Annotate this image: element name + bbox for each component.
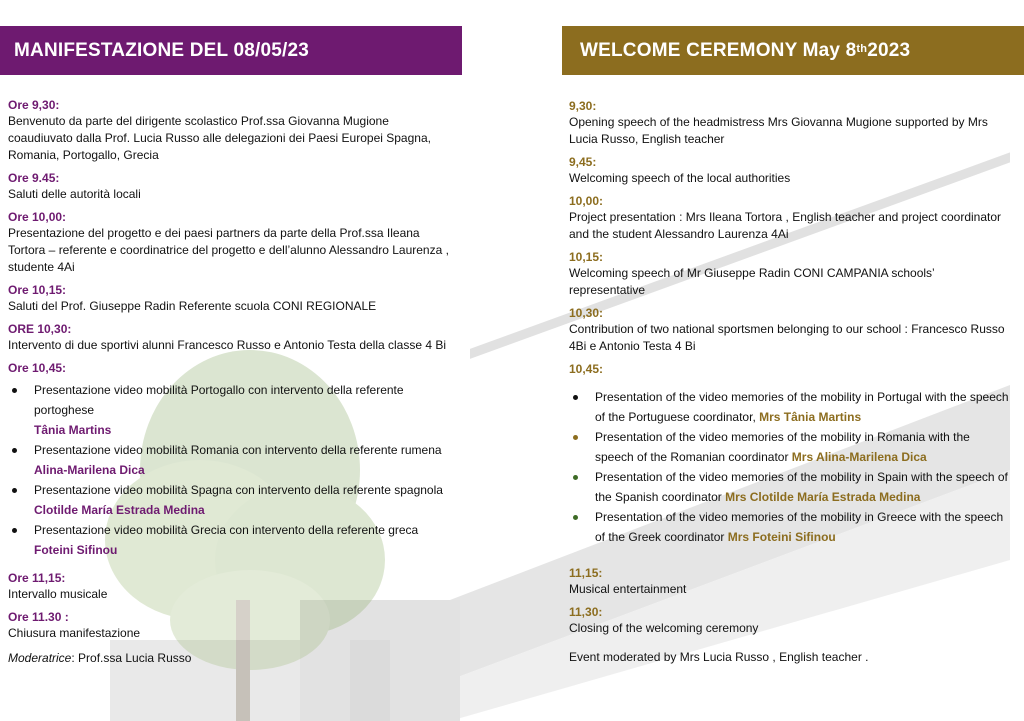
coordinator-name: Mrs Foteini Sifinou xyxy=(727,530,836,544)
schedule-item xyxy=(569,193,1010,243)
list-item-text: Presentazione video mobilità Romania con intervento della referente rumena xyxy=(34,443,442,457)
bullet-icon xyxy=(12,448,17,453)
schedule-item xyxy=(569,305,1010,355)
english-program-column xyxy=(562,26,1024,672)
schedule-text: Musical entertainment xyxy=(569,582,687,596)
coordinator-name: Foteini Sifinou xyxy=(34,543,118,557)
schedule-text: Closing of the welcoming ceremony xyxy=(569,621,759,635)
schedule-text: Project presentation : Mrs Ileana Tortora , English teacher and project coordinator and the student Alessandro Laurenza 4Ai xyxy=(569,210,1002,241)
schedule-text: Intervallo musicale xyxy=(8,587,108,601)
schedule-item xyxy=(8,609,456,642)
bullet-icon xyxy=(573,475,578,480)
moderator-text: : Prof.ssa Lucia Russo xyxy=(71,651,192,665)
coordinator-name: Mrs Tânia Martins xyxy=(759,410,862,424)
schedule-item xyxy=(8,321,456,354)
bullet-icon xyxy=(12,388,17,393)
schedule-time: 10,45: xyxy=(569,362,604,376)
coordinator-name: Tânia Martins xyxy=(34,423,112,437)
schedule-item xyxy=(8,97,456,164)
bullet-icon xyxy=(12,488,17,493)
coordinator-name: Alina-Marilena Dica xyxy=(34,463,145,477)
schedule-time: Ore 9,30: xyxy=(8,98,60,112)
list-item xyxy=(8,440,456,480)
schedule-time: 11,15: xyxy=(569,566,603,580)
schedule-item xyxy=(8,209,456,276)
schedule-time: 9,30: xyxy=(569,99,597,113)
schedule-item xyxy=(569,565,1010,598)
schedule-time: Ore 10,15: xyxy=(8,283,67,297)
schedule-text: Contribution of two national sportsmen belonging to our school : Francesco Russo 4Bi e Antonio Testa 4 Bi xyxy=(569,322,1005,353)
moderator-text: Event moderated by Mrs Lucia Russo , English teacher . xyxy=(569,650,869,664)
video-presentation-list xyxy=(8,380,456,560)
schedule-item xyxy=(569,154,1010,187)
schedule-text: Benvenuto da parte del dirigente scolastico Prof.ssa Giovanna Mugione coaudiuvato dalla Prof. Lucia Russo alle delegazioni dei Paesi Europei Spagna, Romania, Portogallo, Grecia xyxy=(8,114,431,162)
english-title-year: 2023 xyxy=(867,39,911,61)
list-item-text: Presentation of the video memories of the mobility in Romania with the speech of the Romanian coordinator xyxy=(595,430,970,464)
schedule-text: Intervento di due sportivi alunni Francesco Russo e Antonio Testa della classe 4 Bi xyxy=(8,338,447,352)
bullet-icon xyxy=(12,528,17,533)
schedule-time: 10,00: xyxy=(569,194,604,208)
list-item xyxy=(8,480,456,520)
schedule-item xyxy=(8,170,456,203)
moderator-line xyxy=(8,650,456,667)
italian-program-body xyxy=(0,75,462,667)
list-item-text: Presentazione video mobilità Spagna con intervento della referente spagnola xyxy=(34,483,443,497)
video-presentation-list xyxy=(569,387,1010,547)
schedule-text: Opening speech of the headmistress Mrs Giovanna Mugione supported by Mrs Lucia Russo, English teacher xyxy=(569,115,988,146)
schedule-item xyxy=(8,570,456,603)
schedule-time: Ore 10,00: xyxy=(8,210,67,224)
list-item xyxy=(569,467,1010,507)
schedule-time: Ore 9.45: xyxy=(8,171,60,185)
coordinator-name: Clotilde María Estrada Medina xyxy=(34,503,205,517)
moderator-label: Moderatrice xyxy=(8,651,72,665)
list-item-text: Presentation of the video memories of the mobility in Greece with the speech of the Greek coordinator xyxy=(595,510,1004,544)
schedule-item xyxy=(569,249,1010,299)
moderator-line xyxy=(569,649,1010,666)
bullet-icon xyxy=(573,515,578,520)
schedule-time: 11,30: xyxy=(569,605,603,619)
schedule-time: Ore 10,45: xyxy=(8,361,67,375)
english-program-title xyxy=(562,26,1024,75)
schedule-text: Saluti del Prof. Giuseppe Radin Referente scuola CONI REGIONALE xyxy=(8,299,377,313)
bullet-icon xyxy=(573,435,578,440)
schedule-time: 10,30: xyxy=(569,306,604,320)
english-title-sup: th xyxy=(856,42,868,55)
list-item xyxy=(569,427,1010,467)
schedule-text: Presentazione del progetto e dei paesi partners da parte della Prof.ssa Ileana Tortora – referente e coordinatrice del progetto e dell’alunno Alessandro Laurenza , studente 4Ai xyxy=(8,226,449,274)
schedule-time: 10,15: xyxy=(569,250,604,264)
list-item xyxy=(569,387,1010,427)
schedule-item-videos xyxy=(569,361,1010,547)
schedule-item xyxy=(569,98,1010,148)
italian-program-column xyxy=(0,26,462,673)
english-title-main: WELCOME CEREMONY May 8 xyxy=(580,39,857,61)
list-item-text: Presentazione video mobilità Portogallo con intervento della referente portoghese xyxy=(34,383,404,417)
schedule-text: Welcoming speech of the local authorities xyxy=(569,171,791,185)
schedule-time: ORE 10,30: xyxy=(8,322,72,336)
schedule-text: Chiusura manifestazione xyxy=(8,626,141,640)
coordinator-name: Mrs Clotilde María Estrada Medina xyxy=(725,490,921,504)
schedule-time: Ore 11,15: xyxy=(8,571,66,585)
list-item xyxy=(8,380,456,440)
list-item-text: Presentazione video mobilità Grecia con intervento della referente greca xyxy=(34,523,419,537)
schedule-text: Saluti delle autorità locali xyxy=(8,187,141,201)
schedule-item xyxy=(569,604,1010,637)
coordinator-name: Mrs Alina-Marilena Dica xyxy=(791,450,927,464)
schedule-time: Ore 11.30 : xyxy=(8,610,69,624)
list-item-text: Presentation of the video memories of the mobility in Spain with the speech of the Spanish coordinator xyxy=(595,470,1008,504)
italian-program-title: MANIFESTAZIONE DEL 08/05/23 xyxy=(0,26,462,75)
schedule-item-videos xyxy=(8,360,456,560)
english-program-body xyxy=(562,75,1024,666)
schedule-item xyxy=(8,282,456,315)
schedule-text: Welcoming speech of Mr Giuseppe Radin CONI CAMPANIA schools’ representative xyxy=(569,266,935,297)
schedule-time: 9,45: xyxy=(569,155,597,169)
list-item-text: Presentation of the video memories of the mobility in Portugal with the speech of the Portuguese coordinator, xyxy=(595,390,1009,424)
list-item xyxy=(569,507,1010,547)
list-item xyxy=(8,520,456,560)
bullet-icon xyxy=(573,395,578,400)
